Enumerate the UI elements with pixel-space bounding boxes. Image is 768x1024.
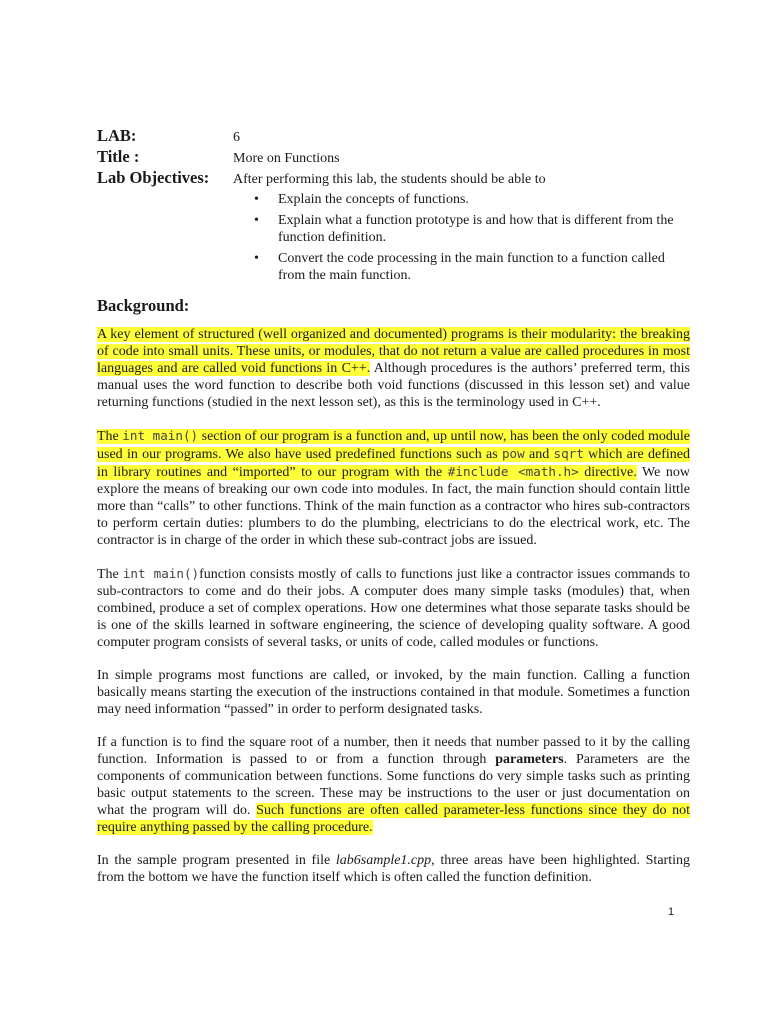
bold-term: parameters (495, 752, 564, 767)
lab-row (97, 126, 690, 147)
paragraph-modularity (97, 326, 690, 411)
highlighted-text: Such functions are often called parameter-less functions since they do not require anything passed by the calling procedure. (97, 803, 690, 835)
text-run: which are defined in library routines and “imported” to our program with the (97, 447, 690, 480)
highlighted-text (97, 429, 690, 480)
text-run: section of our program is a function and, up until now, has been the only coded module used in our programs. We also have used predefined functions such as (97, 429, 691, 462)
paragraph-text: Although procedures is the authors’ preferred term, this manual uses the word function to describe both void functions (discussed in this lesson set) and value returning functions (studied in the next lesson set), as this is the terminology used in C++. (97, 361, 691, 410)
background-heading: Background: (97, 296, 190, 315)
text-run: directive. (578, 465, 637, 480)
text-run: The (97, 567, 123, 582)
lab-label: LAB: (97, 126, 137, 145)
title-row (97, 147, 690, 168)
lab-number: 6 (233, 130, 240, 145)
title-label: Title : (97, 147, 140, 166)
file-name: lab6sample1.cpp (335, 853, 432, 868)
objectives-intro: After performing this lab, the students should be able to (233, 172, 546, 187)
code-include: #include <math.h> (447, 464, 579, 479)
highlighted-text: A key element of structured (well organized and documented) programs is their modularity: the breaking of code into small units. These units, or modules, that do not return a value are called procedures in most languages and are called void functions in C++. (97, 327, 690, 376)
paragraph-text: We now explore the means of breaking our own code into modules. In fact, the main function should contain little more than “calls” to other functions. Think of the main function as a contractor who hires sub-contractors to perform certain duties: plumbers to do the plumbing, electricians to do the electrical work, etc. The contractor is in charge of the order in which these sub-contract jobs are issued. (97, 465, 690, 548)
paragraph-parameters (97, 734, 690, 836)
text-run: and (524, 447, 554, 462)
text-run: . Parameters are the components of communication between functions. Some functions do very simple tasks such as printing basic output statements to the screen. These may be instructions to the user or just documentation on what the program will do. (97, 752, 691, 818)
paragraph-calling: In simple programs most functions are called, or invoked, by the main function. Calling a function basically means starting the execution of the instructions contained in that module. Sometimes a function may need information “passed” in order to perform designated tasks. (97, 668, 690, 717)
code-int-main: int main() (122, 566, 200, 581)
paragraph-main-function (97, 427, 690, 549)
objective-item: • Explain what a function prototype is and how that is different from the function definition. (278, 212, 690, 246)
paragraph-contractor (97, 565, 690, 651)
title-value: More on Functions (233, 151, 340, 166)
page-number: 1 (668, 906, 675, 918)
text-run: If a function is to find the square root of a number, then it needs that number passed to it by the calling function. Information is passed to or from a function through (97, 735, 690, 767)
code-int-main: int main() (122, 428, 199, 443)
objective-item: • Convert the code processing in the main function to a function called from the main function. (278, 250, 690, 284)
objectives-row (97, 168, 690, 189)
text-run: function consists mostly of calls to functions just like a contractor issues commands to sub-contractors to come and do their jobs. A computer does many simple tasks (modules) that, when combined, produce a set of complex operations. How one determines what those separate tasks should be is one of the skills learned in software engineering, the science of developing quality software. A good computer program consists of several tasks, or units of code, called modules or functions. (97, 567, 691, 650)
text-run: , three areas have been highlighted. Starting from the bottom we have the function itself which is often called the function definition. (97, 853, 690, 885)
text-run: The (97, 429, 123, 444)
code-pow: pow (501, 446, 525, 461)
text-run: In the sample program presented in file (97, 853, 336, 868)
objective-item: • Explain the concepts of functions. (278, 191, 690, 208)
objectives-label: Lab Objectives: (97, 168, 210, 187)
document-page (97, 126, 690, 902)
paragraph-sample-program (97, 852, 690, 886)
code-sqrt: sqrt (553, 446, 584, 461)
objectives-list (233, 189, 690, 288)
